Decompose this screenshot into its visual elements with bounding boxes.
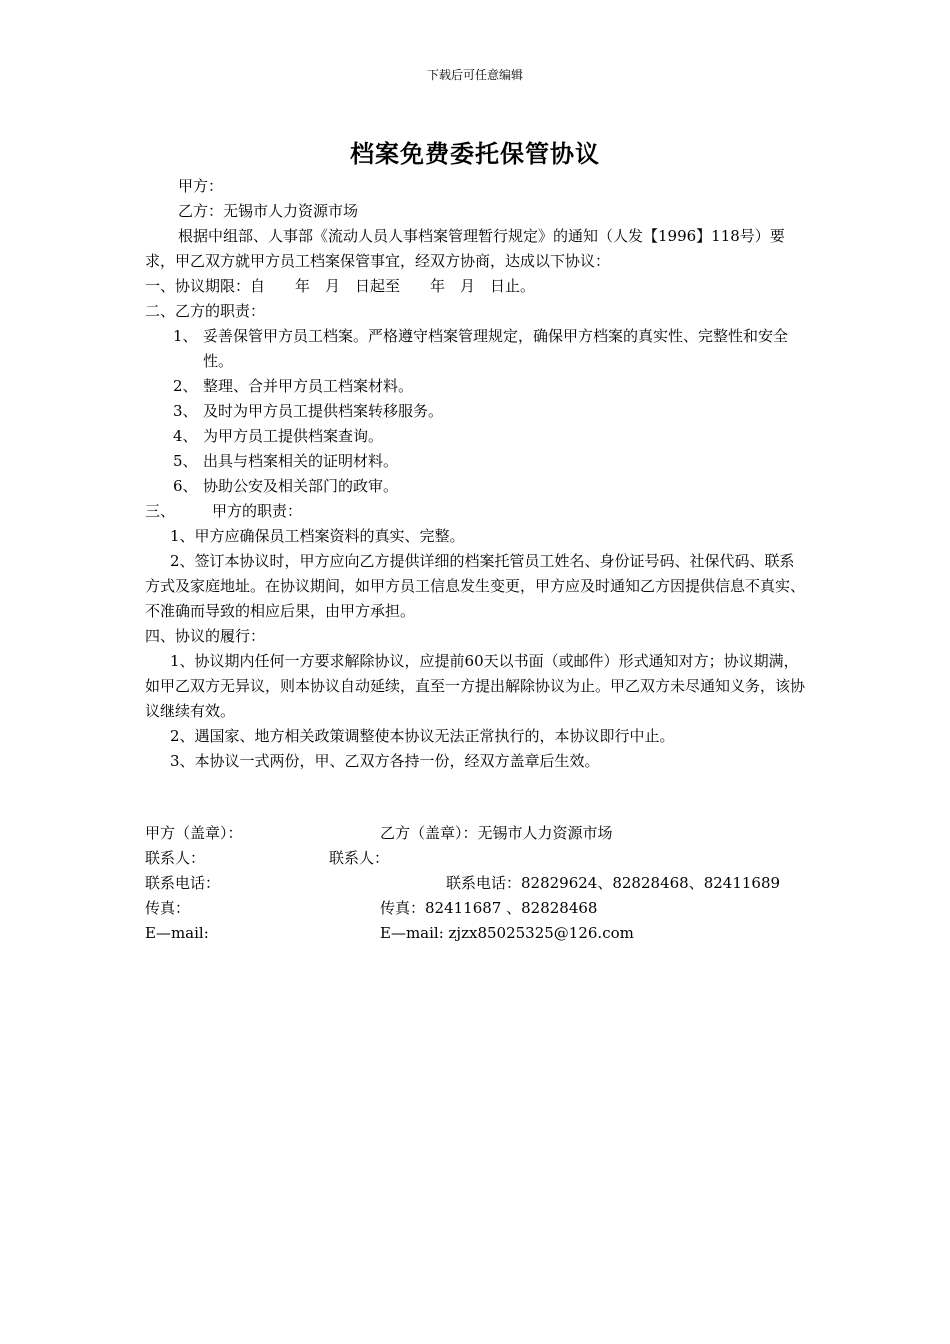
party-b-line: 乙方：无锡市人力资源市场: [178, 202, 359, 220]
list-item: [145, 374, 807, 399]
list-item: [145, 399, 807, 424]
list-item: [145, 424, 807, 449]
party-b-contact: 联系人：: [329, 849, 390, 867]
list-item-number: 2、: [173, 377, 198, 395]
section-4-item-1: 1、协议期内任何一方要求解除协议，应提前60天以书面（或邮件）形式通知对方；协议期满，如甲乙双方无异议，则本协议自动延续，直至一方提出解除协议为止。甲乙双方未尽通知义务，该协议继续有效。: [145, 652, 806, 720]
section-3-item-1: 1、甲方应确保员工档案资料的真实、完整。: [170, 527, 465, 545]
party-a-line: 甲方：: [178, 177, 224, 195]
party-b-phone: 联系电话：82829624、82828468、82411689: [446, 874, 781, 892]
list-item: [145, 324, 807, 374]
list-item-text: 整理、合并甲方员工档案材料。: [203, 377, 414, 395]
section-2-heading: 二、乙方的职责：: [145, 302, 266, 320]
section-3-title: 甲方的职责：: [212, 502, 303, 520]
party-b-fax: 传真：82411687 、82828468: [380, 899, 598, 917]
party-a-email: E—mail:: [145, 924, 209, 942]
signature-block: [145, 821, 845, 946]
party-a-seal: 甲方（盖章）：: [145, 824, 243, 842]
section-3-item-2: 2、签订本协议时，甲方应向乙方提供详细的档案托管员工姓名、身份证号码、社保代码、联系方式及家庭地址。在协议期间，如甲方员工信息发生变更，甲方应及时通知乙方因提供信息不真实、不准确而导致的相应后果，由甲方承担。: [145, 552, 806, 620]
section-3-heading: [145, 499, 807, 524]
section-4-item-2: 2、遇国家、地方相关政策调整使本协议无法正常执行的，本协议即行中止。: [170, 727, 675, 745]
document-title: 档案免费委托保管协议: [350, 139, 600, 168]
party-b-email: E—mail: zjzx85025325@126.com: [380, 924, 634, 942]
list-item-number: 1、: [173, 327, 198, 345]
list-item-number: 5、: [173, 452, 198, 470]
list-item-text: 出具与档案相关的证明材料。: [203, 452, 399, 470]
list-item-text: 为甲方员工提供档案查询。: [203, 427, 384, 445]
list-item-text: 及时为甲方员工提供档案转移服务。: [203, 402, 444, 420]
section-4-item-3: 3、本协议一式两份，甲、乙双方各持一份，经双方盖章后生效。: [170, 752, 600, 770]
list-item-number: 6、: [173, 477, 198, 495]
party-a-fax: 传真：: [145, 899, 191, 917]
list-item: [145, 449, 807, 474]
list-item-text: 妥善保管甲方员工档案。严格遵守档案管理规定，确保甲方档案的真实性、完整性和安全性。: [203, 327, 789, 370]
list-item-number: 4、: [173, 427, 198, 445]
list-item-number: 3、: [173, 402, 198, 420]
agreement-body: [145, 174, 807, 774]
section-1-term: 一、协议期限：自 年 月 日起至 年 月 日止。: [145, 277, 536, 295]
list-item: [145, 474, 807, 499]
list-item-text: 协助公安及相关部门的政审。: [203, 477, 399, 495]
party-b-seal: 乙方（盖章）：无锡市人力资源市场: [380, 824, 613, 842]
page-header-note: 下载后可任意编辑: [426, 68, 523, 82]
section-3-number: 三、: [145, 502, 176, 520]
section-4-heading: 四、协议的履行：: [145, 627, 266, 645]
party-a-contact: 联系人：: [145, 849, 206, 867]
party-a-phone: 联系电话：: [145, 874, 221, 892]
basis-paragraph: 根据中组部、人事部《流动人员人事档案管理暂行规定》的通知（人发【1996】118号）要求，甲乙双方就甲方员工档案保管事宜，经双方协商，达成以下协议：: [145, 227, 785, 270]
